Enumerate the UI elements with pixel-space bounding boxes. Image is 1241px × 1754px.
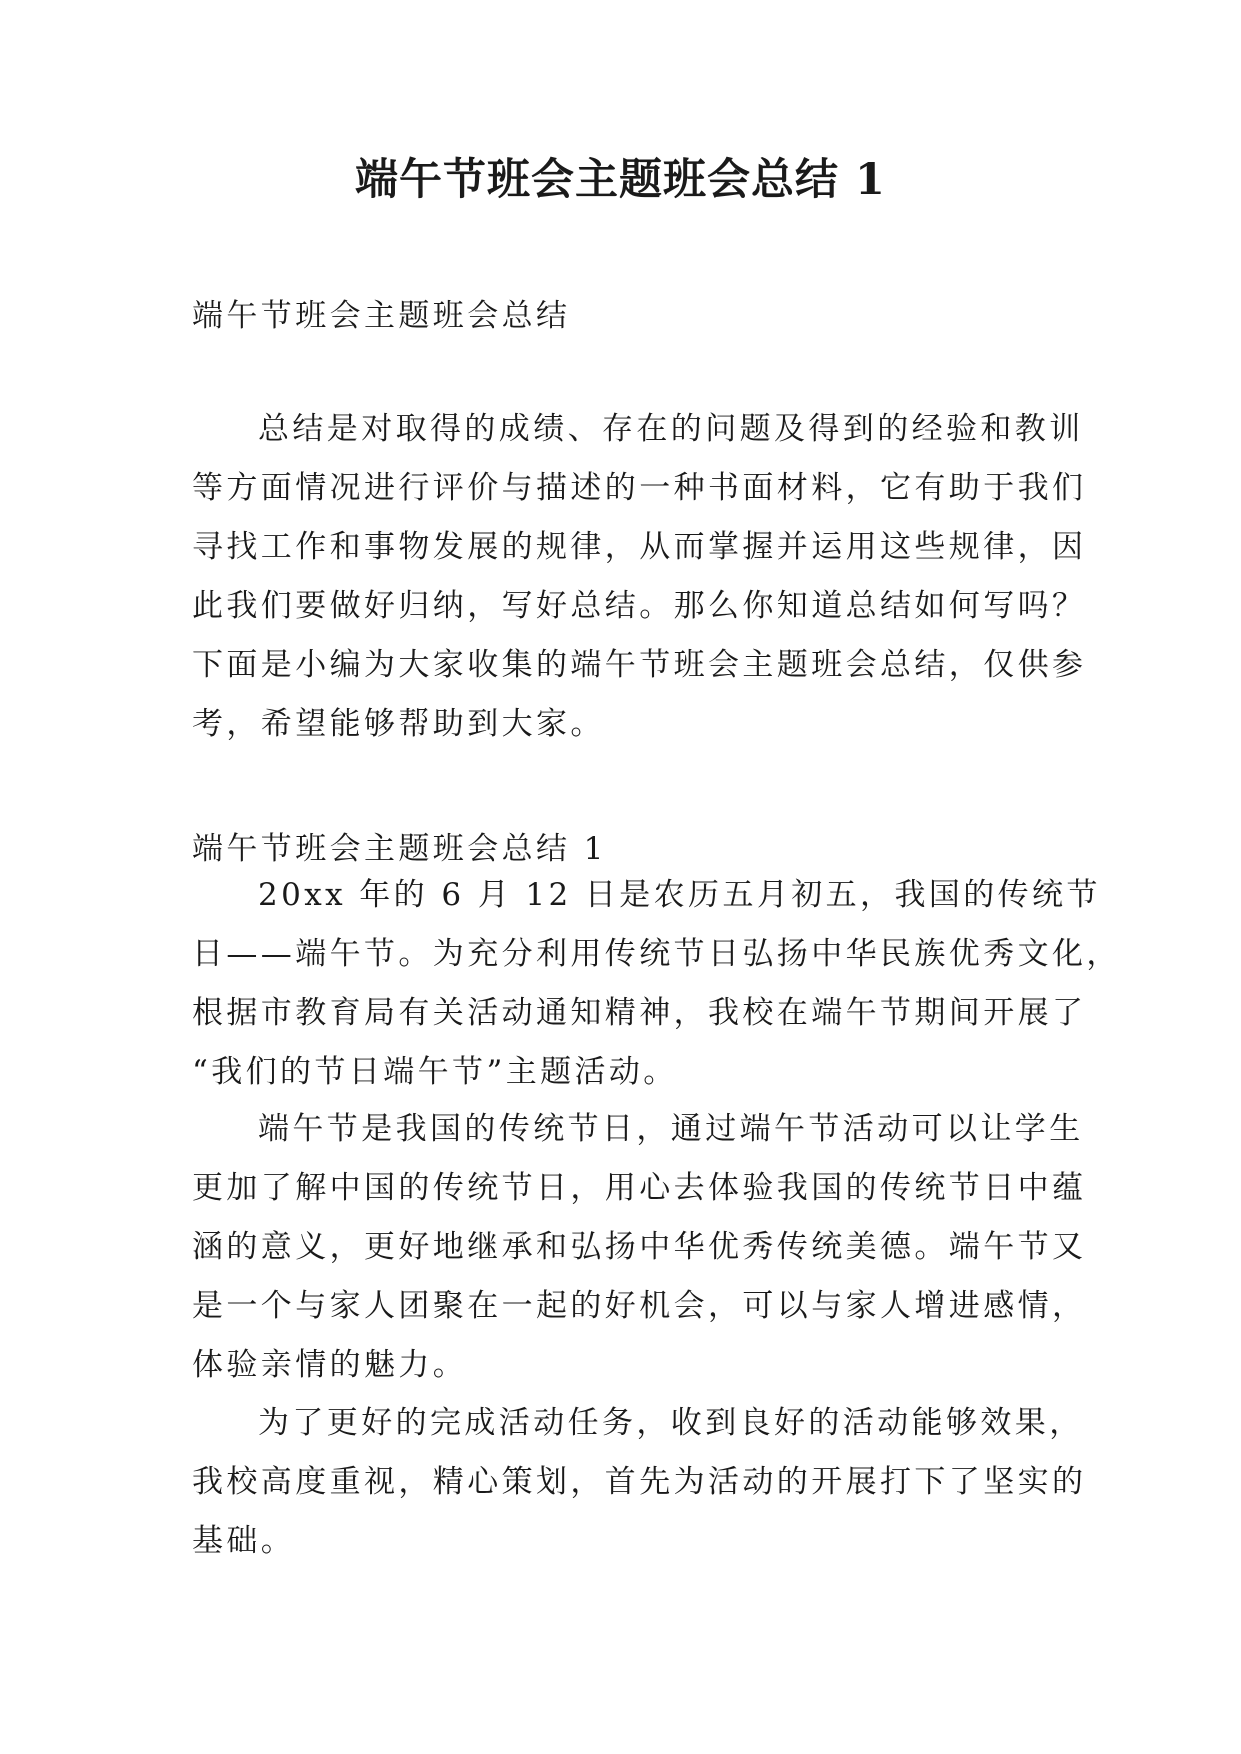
intro-line: 总结是对取得的成绩、存在的问题及得到的经验和教训: [258, 411, 1084, 447]
subtitle-line: 端午节班会主题班会总结: [192, 298, 571, 334]
paragraph-line: 日——端午节。为充分利用传统节日弘扬中华民族优秀文化，: [192, 936, 1121, 972]
section-heading-line: 端午节班会主题班会总结 1: [192, 831, 607, 867]
paragraph-line: 根据市教育局有关活动通知精神，我校在端午节期间开展了: [192, 995, 1087, 1031]
intro-line: 等方面情况进行评价与描述的一种书面材料，它有助于我们: [192, 470, 1087, 506]
intro-paragraph: [192, 400, 1087, 754]
paragraph-line: 涵的意义，更好地继承和弘扬中华优秀传统美德。端午节又: [192, 1229, 1087, 1265]
paragraph-line: “我们的节日端午节”主题活动。: [192, 1054, 678, 1090]
paragraph-line: 是一个与家人团聚在一起的好机会，可以与家人增进感情，: [192, 1288, 1087, 1324]
body-paragraph-1: [192, 866, 1121, 1102]
paragraph-line: 20xx 年的 6 月 12 日是农历五月初五，我国的传统节: [258, 877, 1101, 913]
intro-line: 寻找工作和事物发展的规律，从而掌握并运用这些规律，因: [192, 529, 1087, 565]
intro-line: 下面是小编为大家收集的端午节班会主题班会总结，仅供参: [192, 647, 1087, 683]
paragraph-line: 我校高度重视，精心策划，首先为活动的开展打下了坚实的: [192, 1464, 1087, 1500]
paragraph-line: 基础。: [192, 1523, 296, 1559]
document-subtitle: [192, 287, 1058, 346]
paragraph-line: 更加了解中国的传统节日，用心去体验我国的传统节日中蕴: [192, 1170, 1087, 1206]
body-paragraph-2: [192, 1100, 1087, 1395]
paragraph-line: 端午节是我国的传统节日，通过端午节活动可以让学生: [258, 1111, 1084, 1147]
paragraph-line: 为了更好的完成活动任务，收到良好的活动能够效果，: [258, 1405, 1084, 1441]
paragraph-line: 体验亲情的魅力。: [192, 1347, 468, 1383]
body-paragraph-3: [192, 1394, 1087, 1571]
intro-line: 考，希望能够帮助到大家。: [192, 706, 605, 742]
document-title: 端午节班会主题班会总结 1: [355, 155, 886, 205]
intro-line: 此我们要做好归纳，写好总结。那么你知道总结如何写吗？: [192, 588, 1087, 624]
